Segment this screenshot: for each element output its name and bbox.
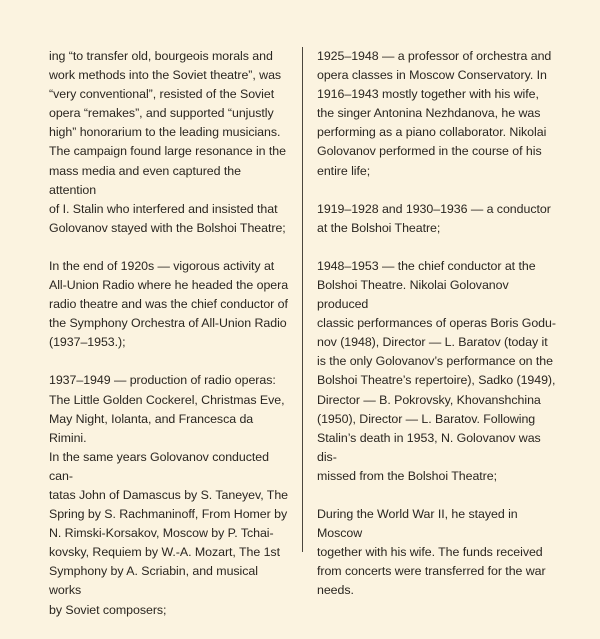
column-divider — [302, 47, 303, 552]
left-text-column — [49, 47, 289, 639]
paragraph-conservatory-professor: 1925–1948 — a professor of orchestra and opera classes in Moscow Conservatory. In 1916–1943 mostly together with his wife, the singer Antonina Nezhdanova, he was performing as a piano collaborator. Nikolai Golovanov performed in the course of his entire life; — [317, 49, 552, 178]
paragraph-bolshoi-campaign: ing “to transfer old, bourgeois morals and work methods into the Soviet theatre”, was “very conventional”, resisted of the Soviet opera “remakes”, and supported “unjustly high” honorarium to the leading musicians. The campaign found large resonance in the mass media and even captured the attention of I. Stalin who interfered and insisted that Golovanov stayed with the Bolshoi Theatre; — [49, 49, 286, 235]
paragraph-chief-conductor: 1948–1953 — the chief conductor at the Bolshoi Theatre. Nikolai Golovanov produced classic performances of operas Boris Godu- nov (1948), Director — L. Baratov (today it is the only Golovanov’s performance on the Bolshoi Theatre’s repertoire), Sadko (1949), Director — B. Pokrovsky, Khovanshchina (1950), Director — L. Baratov. Following Stalin’s death in 1953, N. Golovanov was dis- missed from the Bolshoi Theatre; — [317, 258, 556, 483]
paragraph-world-war-ii: During the World War II, he stayed in Moscow together with his wife. The funds received from concerts were transferred for the war needs. — [317, 506, 546, 598]
paragraph-all-union-radio: In the end of 1920s — vigorous activity at All-Union Radio where he headed the opera radio theatre and was the chief conductor of the Symphony Orchestra of All-Union Radio (1937–1953.); — [49, 258, 289, 350]
right-text-column — [317, 47, 557, 619]
paragraph-radio-operas: 1937–1949 — production of radio operas: The Little Golden Cockerel, Christmas Eve, May Night, Iolanta, and Francesca da Rimini. In the same years Golovanov conducted can- tatas John of Damascus by S. Taneyev, The Spring by S. Rachmaninoff, From Homer by N. Rimski-Korsakov, Moscow by P. Tchai- kovsky, Requiem by W.-A. Mozart, The 1st Symphony by A. Scriabin, and musical works by Soviet composers; — [49, 373, 289, 617]
paragraph-bolshoi-conductor: 1919–1928 and 1930–1936 — a conductor at the Bolshoi Theatre; — [317, 201, 551, 235]
